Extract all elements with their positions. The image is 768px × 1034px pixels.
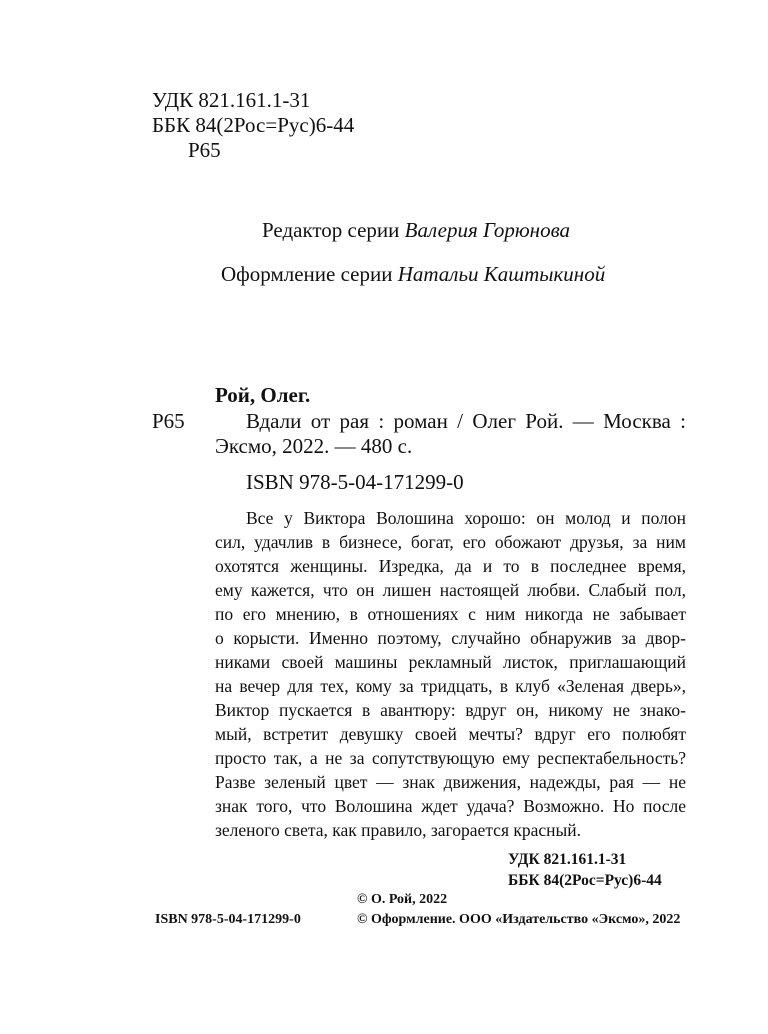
annotation-line: на вечер для тех, кому за тридцать, в клуб «Зеленая дверь», <box>215 676 686 696</box>
series-design-label: Оформление серии <box>221 262 393 286</box>
udk-code: УДК 821.161.1-31 <box>152 88 311 112</box>
series-editor-line <box>262 218 570 242</box>
annotation-line: Разве зеленый цвет — знак движения, надежды, рая — не <box>215 772 686 792</box>
record-mark: Р65 <box>152 409 185 433</box>
annotation-line: о корысти. Именно поэтому, случайно обнаружив за двор- <box>215 628 686 648</box>
author-mark: Р65 <box>188 138 221 162</box>
annotation-line: Все у Виктора Волошина хорошо: он молод и полон <box>246 508 686 528</box>
annotation-line: ему кажется, что он лишен настоящей любви. Слабый пол, <box>215 580 686 600</box>
annotation-line: просто так, а не за сопутствующую ему респектабельность? <box>215 748 686 768</box>
classification-udk: УДК 821.161.1-31 <box>508 851 627 868</box>
annotation-line: охотятся женщины. Изредка, да и то в последнее время, <box>215 556 686 576</box>
record-isbn: ISBN 978-5-04-171299-0 <box>246 470 464 494</box>
annotation-line: Виктор пускается в авантюру: вдруг он, никому не знако- <box>215 700 686 720</box>
bbk-code: ББК 84(2Рос=Рус)6-44 <box>152 113 355 137</box>
classification-bbk: ББК 84(2Рос=Рус)6-44 <box>508 872 662 889</box>
record-author: Рой, Олег. <box>215 383 311 407</box>
series-editor-name: Валерия Горюнова <box>404 218 571 242</box>
annotation-line: никами своей машины рекламный листок, приглашающий <box>215 652 686 672</box>
annotation-line: зеленого света, как правило, загорается красный. <box>215 820 582 840</box>
annotation-line: знак того, что Волошина ждет удача? Возможно. Но после <box>215 796 686 816</box>
copyright-author: © О. Рой, 2022 <box>357 892 448 907</box>
series-design-name: Натальи Каштыкиной <box>397 262 606 286</box>
annotation-line: сил, удачлив в бизнесе, богат, его обожают друзья, за ним <box>215 532 686 552</box>
copyright-design: © Оформление. ООО «Издательство «Эксмо», 2022 <box>357 912 681 927</box>
annotation-line: по его мнению, в отношениях с ним никогда не забывает <box>215 604 686 624</box>
series-design-line <box>221 262 605 286</box>
series-editor-label: Редактор серии <box>262 218 400 242</box>
copyright-isbn: ISBN 978-5-04-171299-0 <box>155 912 301 927</box>
record-title-line-2: Эксмо, 2022. — 480 с. <box>215 434 413 458</box>
record-title-line-1: Вдали от рая : роман / Олег Рой. — Москва : <box>246 409 686 433</box>
annotation-line: мый, встретит девушку своей мечты? вдруг его полюбят <box>215 724 686 744</box>
